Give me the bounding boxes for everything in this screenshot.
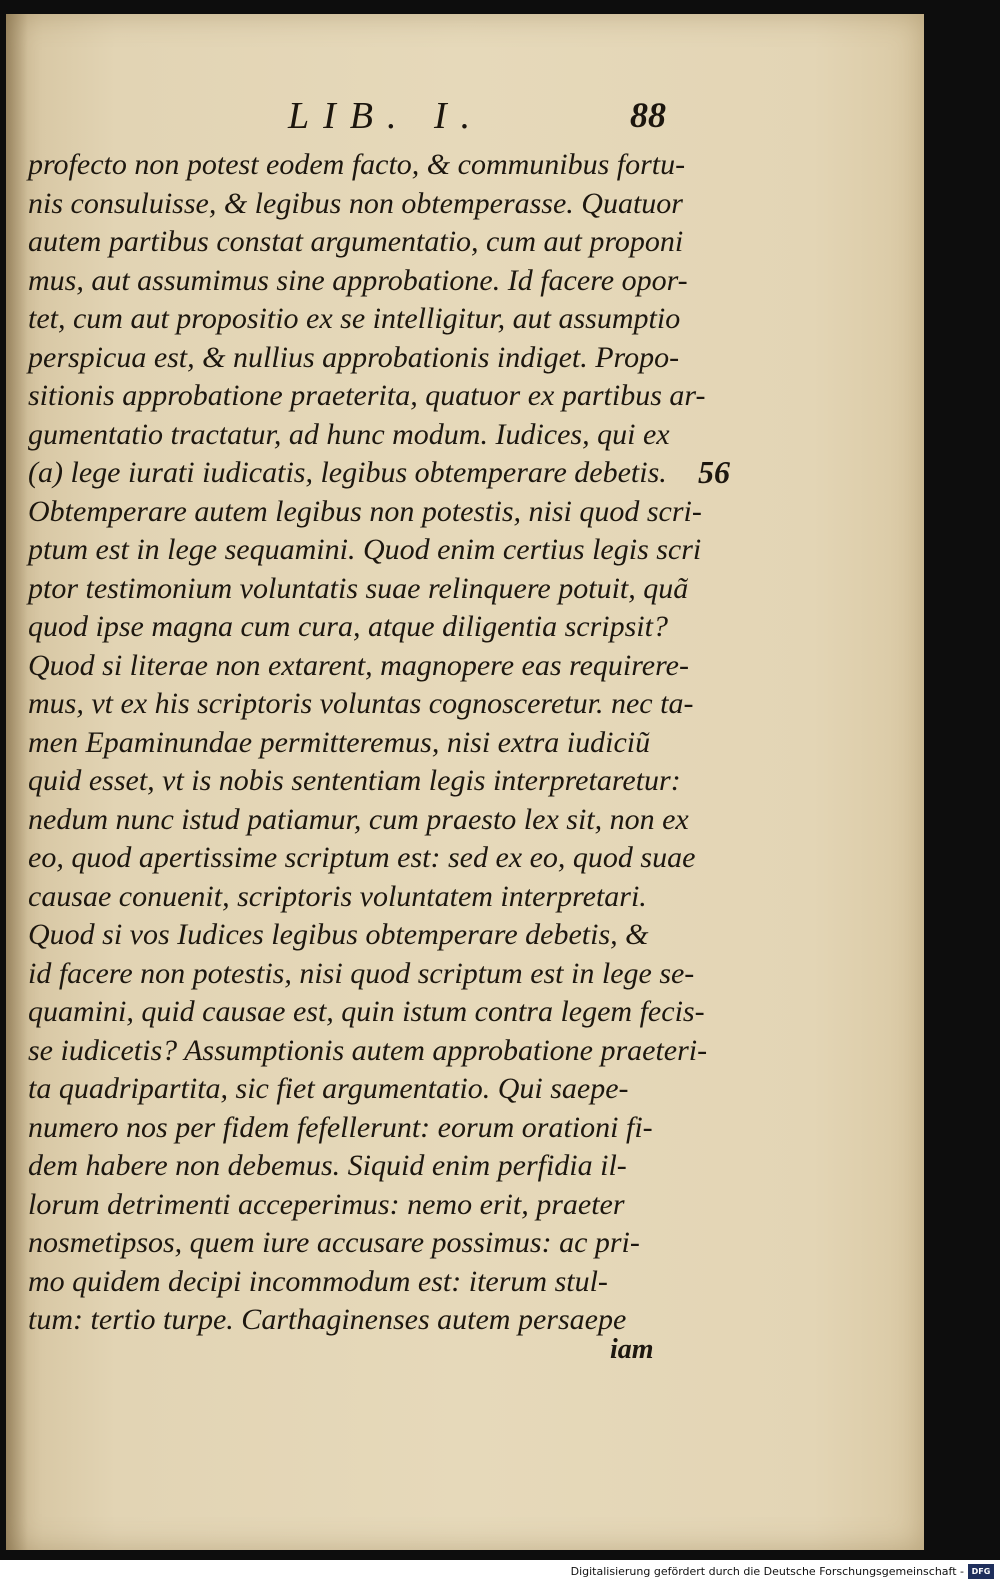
marginal-number: 56	[698, 454, 730, 490]
text-line: mus, vt ex his scriptoris voluntas cognosceretur. nec ta-	[28, 687, 694, 720]
text-line: ptum est in lege sequamini. Quod enim certius legis scri	[28, 533, 702, 566]
text-line: Obtemperare autem legibus non potestis, nisi quod scri-	[28, 494, 702, 528]
page-header	[6, 94, 924, 144]
text-line: men Epaminundae permitteremus, nisi extra iudiciũ	[28, 725, 651, 759]
digitization-credit: Digitalisierung gefördert durch die Deutsche Forschungsgemeinschaft -	[570, 1565, 964, 1578]
text-line: eo, quod apertissime scriptum est: sed ex eo, quod suae	[28, 841, 696, 874]
dfg-logo-icon: DFG	[968, 1564, 994, 1579]
text-line: quamini, quid causae est, quin istum contra legem fecis-	[28, 995, 705, 1028]
text-line: Quod si literae non extarent, magnopere eas requirere-	[28, 648, 689, 682]
running-head: LIB. I.	[288, 95, 485, 137]
text-line: se iudicetis? Assumptionis autem approbatione praeteri-	[28, 1033, 708, 1067]
text-line: sitionis approbatione praeterita, quatuor ex partibus ar-	[28, 379, 706, 412]
book-page	[6, 14, 924, 1550]
text-line: dem habere non debemus. Siquid enim perfidia il-	[28, 1149, 627, 1182]
text-line: mo quidem decipi incommodum est: iterum stul-	[28, 1264, 608, 1298]
folio-number: 88	[630, 95, 666, 135]
text-line: causae conuenit, scriptoris voluntatem interpretari.	[28, 879, 647, 913]
text-line: ta quadripartita, sic fiet argumentatio. Qui saepe-	[28, 1072, 629, 1105]
text-line: lorum detrimenti acceperimus: nemo erit, praeter	[28, 1187, 625, 1221]
text-line: tet, cum aut propositio ex se intelligitur, aut assumptio	[28, 302, 681, 335]
text-line: id facere non potestis, nisi quod scriptum est in lege se-	[28, 956, 695, 990]
text-line: Quod si vos Iudices legibus obtemperare debetis, &	[28, 918, 649, 951]
text-line: perspicua est, & nullius approbationis indiget. Propo-	[28, 340, 680, 374]
text-line: tum: tertio turpe. Carthaginenses autem persaepe	[28, 1303, 627, 1336]
text-line: nosmetipsos, quem iure accusare possimus: ac pri-	[28, 1226, 640, 1259]
text-line: ptor testimonium voluntatis suae relinquere potuit, quã	[28, 571, 689, 605]
text-line: (a) lege iurati iudicatis, legibus obtemperare debetis.	[28, 456, 667, 489]
text-line: quod ipse magna cum cura, atque diligentia scripsit?	[28, 610, 668, 643]
text-line: nis consuluisse, & legibus non obtemperasse. Quatuor	[28, 186, 683, 220]
text-line: profecto non potest eodem facto, & communibus fortu-	[28, 148, 686, 181]
catchword: iam	[610, 1334, 654, 1365]
text-line: nedum nunc istud patiamur, cum praesto lex sit, non ex	[28, 802, 689, 836]
text-line: autem partibus constat argumentatio, cum aut proponi	[28, 225, 684, 258]
text-line: quid esset, vt is nobis sententiam legis interpretaretur:	[28, 764, 681, 797]
text-line: mus, aut assumimus sine approbatione. Id facere opor-	[28, 263, 688, 297]
body-text	[28, 146, 708, 1340]
text-line: numero nos per fidem fefellerunt: eorum orationi fi-	[28, 1110, 653, 1144]
text-line: gumentatio tractatur, ad hunc modum. Iudices, qui ex	[28, 417, 670, 451]
